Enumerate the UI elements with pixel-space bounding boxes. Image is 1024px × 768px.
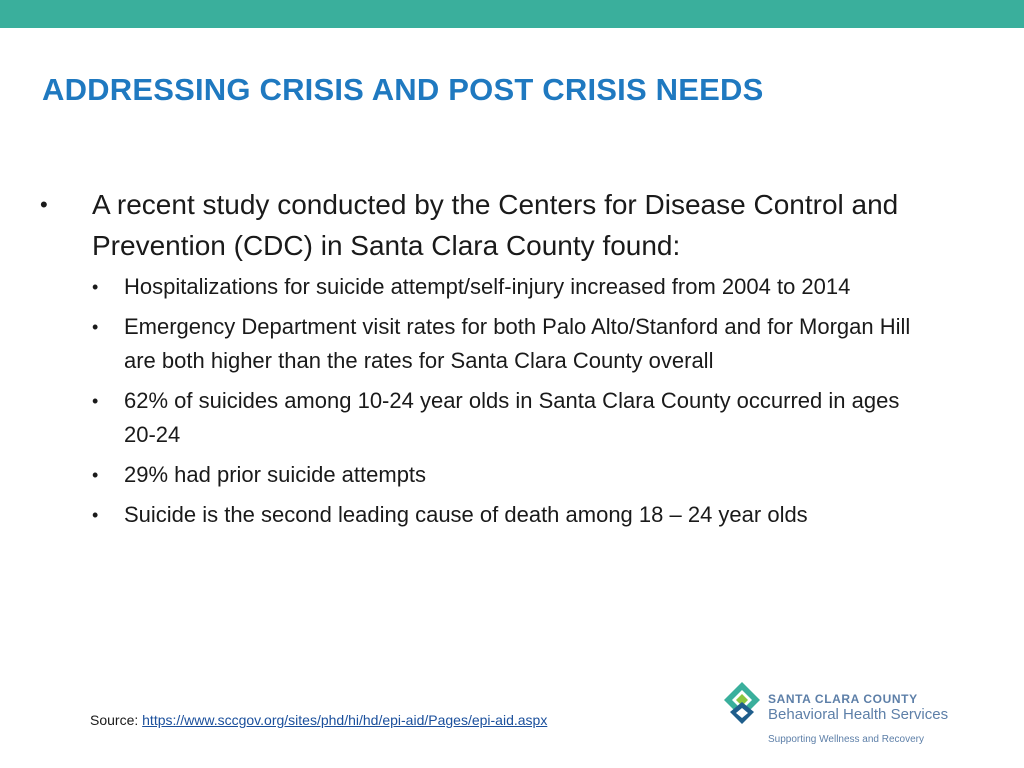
slide-title: ADDRESSING CRISIS AND POST CRISIS NEEDS bbox=[42, 72, 764, 107]
main-bullet-text: A recent study conducted by the Centers for Disease Control and Prevention (CDC) in Santa Clara County found: bbox=[92, 189, 899, 261]
diamond-logo-icon bbox=[720, 680, 764, 724]
bullet-icon: • bbox=[92, 391, 99, 411]
top-accent-bar bbox=[0, 0, 1024, 28]
county-logo bbox=[720, 680, 1010, 750]
sub-bullet-list bbox=[92, 270, 920, 532]
sub-bullet-item bbox=[92, 384, 920, 452]
source-link[interactable]: https://www.sccgov.org/sites/phd/hi/hd/epi-aid/Pages/epi-aid.aspx bbox=[142, 712, 548, 728]
main-bullet-list bbox=[40, 184, 920, 538]
source-label: Source: bbox=[90, 712, 143, 728]
sub-bullet-text: Suicide is the second leading cause of death among 18 – 24 year olds bbox=[124, 502, 808, 527]
sub-bullet-item bbox=[92, 310, 920, 378]
bullet-icon: • bbox=[92, 465, 99, 485]
main-bullet-item bbox=[40, 184, 920, 532]
bullet-icon: • bbox=[40, 192, 48, 217]
logo-county-name: SANTA CLARA COUNTY bbox=[768, 692, 918, 706]
sub-bullet-text: Emergency Department visit rates for both Palo Alto/Stanford and for Morgan Hill are both higher than the rates for Santa Clara County overall bbox=[124, 314, 911, 373]
sub-bullet-text: 29% had prior suicide attempts bbox=[124, 462, 427, 487]
sub-bullet-item bbox=[92, 498, 920, 532]
bullet-icon: • bbox=[92, 505, 99, 525]
sub-bullet-item bbox=[92, 458, 920, 492]
sub-bullet-text: Hospitalizations for suicide attempt/self-injury increased from 2004 to 2014 bbox=[124, 274, 851, 299]
sub-bullet-text: 62% of suicides among 10-24 year olds in Santa Clara County occurred in ages 20-24 bbox=[124, 388, 900, 447]
logo-tagline: Supporting Wellness and Recovery bbox=[768, 734, 925, 745]
sub-bullet-item bbox=[92, 270, 920, 304]
logo-department-name: Behavioral Health Services bbox=[768, 706, 949, 723]
source-citation bbox=[90, 712, 547, 728]
bullet-icon: • bbox=[92, 317, 99, 337]
bullet-icon: • bbox=[92, 277, 99, 297]
